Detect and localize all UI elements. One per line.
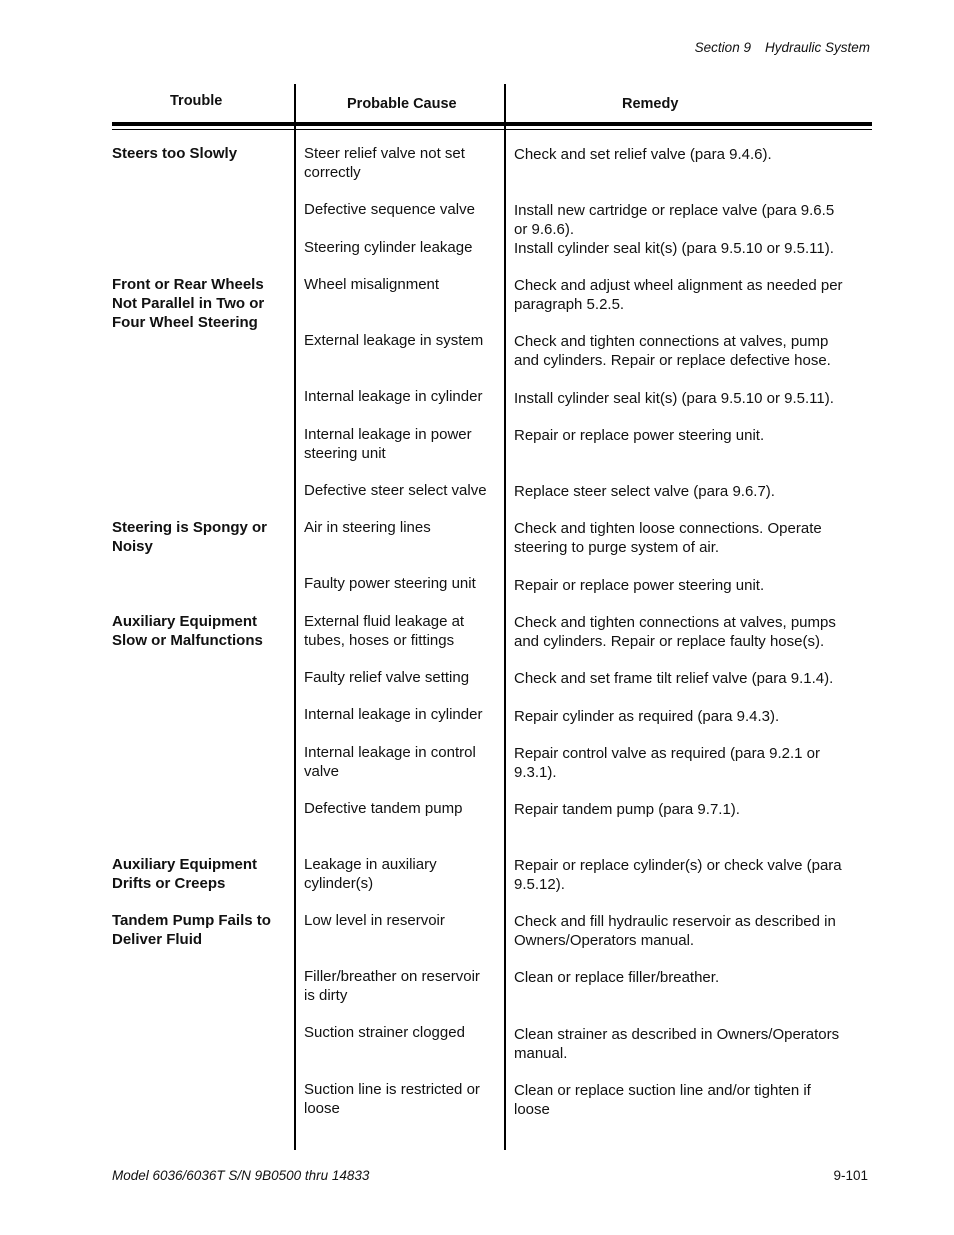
footer-model: Model 6036/6036T S/N 9B0500 thru 14833	[112, 1168, 370, 1183]
remedy-entry	[514, 856, 842, 894]
remedy-entry	[514, 968, 719, 987]
remedy-entry-line: Repair or replace cylinder(s) or check valve (para	[514, 857, 842, 874]
remedy-entry-line: Repair or replace power steering unit.	[514, 427, 765, 444]
probable-cause-line: Suction line is restricted or	[304, 1081, 480, 1098]
trouble-entry-line: Auxiliary Equipment	[112, 613, 258, 630]
trouble-entry-line: Slow or Malfunctions	[112, 632, 263, 649]
remedy-entry	[514, 332, 831, 370]
probable-cause	[304, 911, 445, 930]
probable-cause-line: Steer relief valve not set	[304, 145, 465, 162]
trouble-entry	[112, 144, 237, 163]
remedy-entry	[514, 1025, 839, 1063]
trouble-entry-line: Steers too Slowly	[112, 145, 238, 162]
remedy-entry	[514, 145, 772, 164]
remedy-entry	[514, 669, 833, 688]
remedy-entry-line: 9.3.1).	[514, 764, 557, 781]
trouble-entry-line: Noisy	[112, 538, 153, 555]
header-rule-thick	[112, 122, 872, 126]
remedy-entry	[514, 201, 834, 239]
probable-cause	[304, 425, 472, 463]
probable-cause-line: Defective sequence valve	[304, 201, 475, 218]
trouble-entry	[112, 275, 264, 332]
column-divider-1	[294, 84, 296, 1150]
remedy-entry-line: Repair tandem pump (para 9.7.1).	[514, 801, 740, 818]
probable-cause-line: correctly	[304, 164, 361, 181]
trouble-entry-line: Four Wheel Steering	[112, 314, 258, 331]
remedy-entry-line: Check and tighten connections at valves, pumps	[514, 614, 836, 631]
probable-cause	[304, 331, 483, 350]
remedy-entry	[514, 239, 834, 258]
probable-cause-line: Suction strainer clogged	[304, 1024, 465, 1041]
column-header-remedy: Remedy	[622, 96, 679, 112]
probable-cause-line: Faulty power steering unit	[304, 575, 476, 592]
trouble-entry-line: Steering is Spongy or	[112, 519, 268, 536]
remedy-entry	[514, 426, 764, 445]
trouble-entry-line: Tandem Pump Fails to	[112, 912, 271, 929]
header-rule-thin	[112, 129, 872, 130]
remedy-entry-line: Repair control valve as required (para 9.2.1 or	[514, 745, 820, 762]
probable-cause-line: Air in steering lines	[304, 519, 431, 536]
remedy-entry	[514, 276, 843, 314]
probable-cause-line: steering unit	[304, 445, 386, 462]
remedy-entry	[514, 744, 820, 782]
trouble-entry	[112, 855, 257, 893]
probable-cause-line: Low level in reservoir	[304, 912, 445, 929]
probable-cause	[304, 612, 464, 650]
trouble-entry-line: Not Parallel in Two or	[112, 295, 265, 312]
probable-cause	[304, 1080, 480, 1118]
probable-cause-line: Wheel misalignment	[304, 276, 440, 293]
trouble-entry	[112, 612, 263, 650]
footer-page-number: 9-101	[833, 1168, 868, 1183]
probable-cause	[304, 144, 465, 182]
probable-cause-line: Defective steer select valve	[304, 482, 487, 499]
probable-cause	[304, 518, 431, 537]
column-header-cause: Probable Cause	[347, 96, 457, 112]
remedy-entry-line: Check and adjust wheel alignment as needed per	[514, 277, 843, 294]
trouble-entry-line: Drifts or Creeps	[112, 875, 226, 892]
remedy-entry-line: and cylinders. Repair or replace defective hose.	[514, 352, 831, 369]
remedy-entry-line: Repair or replace power steering unit.	[514, 577, 765, 594]
section-label: Section 9	[694, 40, 751, 55]
probable-cause	[304, 574, 476, 593]
probable-cause-line: loose	[304, 1100, 340, 1117]
probable-cause-line: Leakage in auxiliary	[304, 856, 437, 873]
remedy-entry-line: Check and tighten connections at valves, pump	[514, 333, 829, 350]
probable-cause-line: Internal leakage in cylinder	[304, 388, 483, 405]
remedy-entry-line: Clean strainer as described in Owners/Operators	[514, 1026, 840, 1043]
page-header	[695, 40, 870, 55]
remedy-entry-line: Repair cylinder as required (para 9.4.3).	[514, 708, 780, 725]
probable-cause-line: Filler/breather on reservoir	[304, 968, 480, 985]
probable-cause	[304, 387, 482, 406]
remedy-entry-line: Check and tighten loose connections. Operate	[514, 520, 822, 537]
remedy-entry-line: Replace steer select valve (para 9.6.7).	[514, 483, 775, 500]
remedy-entry-line: Install new cartridge or replace valve (para 9.6.5	[514, 202, 835, 219]
remedy-entry-line: steering to purge system of air.	[514, 539, 720, 556]
probable-cause	[304, 668, 469, 687]
section-title: Hydraulic System	[764, 40, 870, 55]
remedy-entry-line: manual.	[514, 1045, 568, 1062]
trouble-entry	[112, 518, 267, 556]
trouble-entry-line: Deliver Fluid	[112, 931, 203, 948]
remedy-entry-line: Check and set relief valve (para 9.4.6).	[514, 146, 772, 163]
probable-cause	[304, 275, 439, 294]
remedy-entry-line: Install cylinder seal kit(s) (para 9.5.10 or 9.5.11).	[514, 390, 834, 407]
probable-cause-line: Steering cylinder leakage	[304, 239, 473, 256]
remedy-entry	[514, 1081, 811, 1119]
remedy-entry-line: Clean or replace suction line and/or tighten if	[514, 1082, 811, 1099]
probable-cause	[304, 200, 475, 219]
probable-cause-line: Faulty relief valve setting	[304, 669, 470, 686]
remedy-entry-line: paragraph 5.2.5.	[514, 296, 625, 313]
remedy-entry	[514, 800, 740, 819]
remedy-entry	[514, 576, 764, 595]
remedy-entry-line: 9.5.12).	[514, 876, 565, 893]
probable-cause-line: Internal leakage in power	[304, 426, 472, 443]
trouble-entry	[112, 911, 271, 949]
remedy-entry-line: and cylinders. Repair or replace faulty hose(s).	[514, 633, 825, 650]
probable-cause	[304, 481, 487, 500]
remedy-entry	[514, 482, 775, 501]
remedy-entry	[514, 707, 779, 726]
trouble-entry-line: Front or Rear Wheels	[112, 276, 264, 293]
remedy-entry-line: loose	[514, 1101, 550, 1118]
remedy-entry	[514, 613, 836, 651]
remedy-entry	[514, 389, 834, 408]
probable-cause-line: Internal leakage in control	[304, 744, 476, 761]
probable-cause-line: is dirty	[304, 987, 348, 1004]
probable-cause-line: External leakage in system	[304, 332, 484, 349]
probable-cause-line: valve	[304, 763, 340, 780]
column-header-trouble: Trouble	[170, 93, 223, 109]
probable-cause-line: Internal leakage in cylinder	[304, 706, 483, 723]
probable-cause	[304, 743, 476, 781]
remedy-entry-line: Check and set frame tilt relief valve (para 9.1.4).	[514, 670, 834, 687]
probable-cause	[304, 855, 437, 893]
remedy-entry-line: or 9.6.6).	[514, 221, 575, 238]
remedy-entry	[514, 912, 836, 950]
probable-cause	[304, 238, 472, 257]
probable-cause-line: External fluid leakage at	[304, 613, 465, 630]
column-divider-2	[504, 84, 506, 1150]
probable-cause-line: cylinder(s)	[304, 875, 374, 892]
remedy-entry-line: Install cylinder seal kit(s) (para 9.5.10 or 9.5.11).	[514, 240, 834, 257]
probable-cause	[304, 1023, 465, 1042]
probable-cause-line: tubes, hoses or fittings	[304, 632, 455, 649]
probable-cause-line: Defective tandem pump	[304, 800, 463, 817]
remedy-entry-line: Clean or replace filler/breather.	[514, 969, 720, 986]
probable-cause	[304, 799, 462, 818]
remedy-entry-line: Owners/Operators manual.	[514, 932, 695, 949]
trouble-entry-line: Auxiliary Equipment	[112, 856, 258, 873]
probable-cause	[304, 705, 482, 724]
probable-cause	[304, 967, 480, 1005]
remedy-entry-line: Check and fill hydraulic reservoir as described in	[514, 913, 836, 930]
remedy-entry	[514, 519, 822, 557]
